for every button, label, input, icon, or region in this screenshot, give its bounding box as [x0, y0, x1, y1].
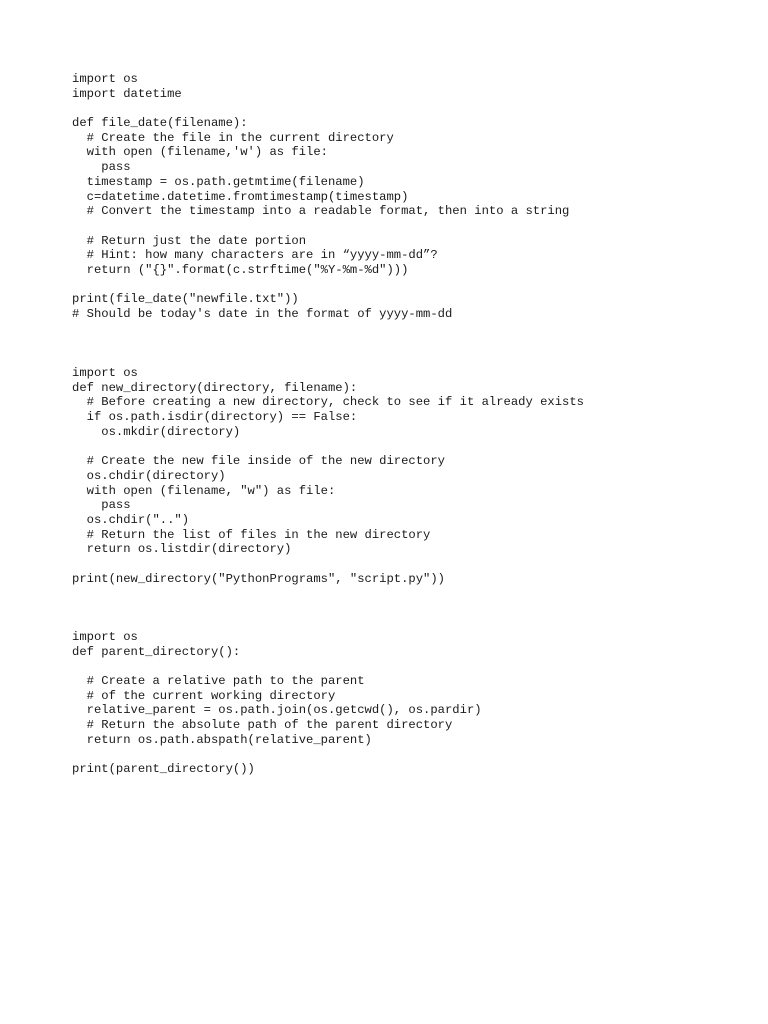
code-line: relative_parent = os.path.join(os.getcwd(), os.pardir) — [72, 703, 482, 718]
code-line: print(parent_directory()) — [72, 762, 255, 777]
code-line: print(file_date("newfile.txt")) — [72, 292, 299, 307]
code-line — [72, 278, 569, 293]
code-line: pass — [72, 498, 131, 513]
code-line: # Return the absolute path of the parent directory — [72, 718, 453, 733]
code-line: pass — [72, 160, 131, 175]
code-line: os.mkdir(directory) — [72, 424, 241, 439]
code-line — [72, 659, 482, 674]
code-line: print(new_directory("PythonPrograms", "script.py")) — [72, 571, 445, 586]
code-line: # Should be today's date in the format of yyyy-mm-dd — [72, 307, 453, 321]
code-line: return os.path.abspath(relative_parent) — [72, 732, 372, 747]
code-line: import os — [72, 366, 138, 380]
code-line: with open (filename, "w") as file: — [72, 483, 336, 498]
code-line: import datetime — [72, 86, 182, 101]
code-line: # Return just the date portion — [72, 233, 307, 248]
code-line: c=datetime.datetime.fromtimestamp(timestamp) — [72, 189, 409, 204]
code-line — [72, 101, 569, 116]
code-line: def parent_directory(): — [72, 644, 241, 659]
code-line: return ("{}".format(c.strftime("%Y-%m-%d"))) — [72, 262, 409, 277]
code-line: # Convert the timestamp into a readable format, then into a string — [72, 204, 570, 219]
code-line: # Create a relative path to the parent — [72, 674, 365, 689]
code-line: import os — [72, 72, 138, 86]
code-block-parent-directory — [72, 630, 482, 777]
code-line — [72, 219, 569, 234]
code-line: if os.path.isdir(directory) == False: — [72, 410, 358, 425]
code-line: os.chdir(directory) — [72, 468, 226, 483]
code-line — [72, 439, 584, 454]
code-block-new-directory — [72, 366, 584, 586]
code-line — [72, 557, 584, 572]
code-line: # Create the new file inside of the new directory — [72, 454, 445, 469]
code-line: with open (filename,'w') as file: — [72, 145, 328, 160]
code-line: # Create the file in the current directory — [72, 130, 394, 145]
code-line — [72, 748, 482, 763]
code-block-file-date — [72, 72, 569, 322]
code-line: # Hint: how many characters are in “yyyy-mm-dd”? — [72, 248, 438, 263]
code-line: def new_directory(directory, filename): — [72, 380, 358, 395]
code-line: os.chdir("..") — [72, 512, 190, 527]
code-line: return os.listdir(directory) — [72, 542, 292, 557]
code-line: # of the current working directory — [72, 688, 336, 703]
code-line: timestamp = os.path.getmtime(filename) — [72, 174, 365, 189]
code-line: import os — [72, 630, 138, 644]
code-line: def file_date(filename): — [72, 116, 248, 131]
code-line: # Before creating a new directory, check to see if it already exists — [72, 395, 584, 410]
code-line: # Return the list of files in the new directory — [72, 527, 431, 542]
